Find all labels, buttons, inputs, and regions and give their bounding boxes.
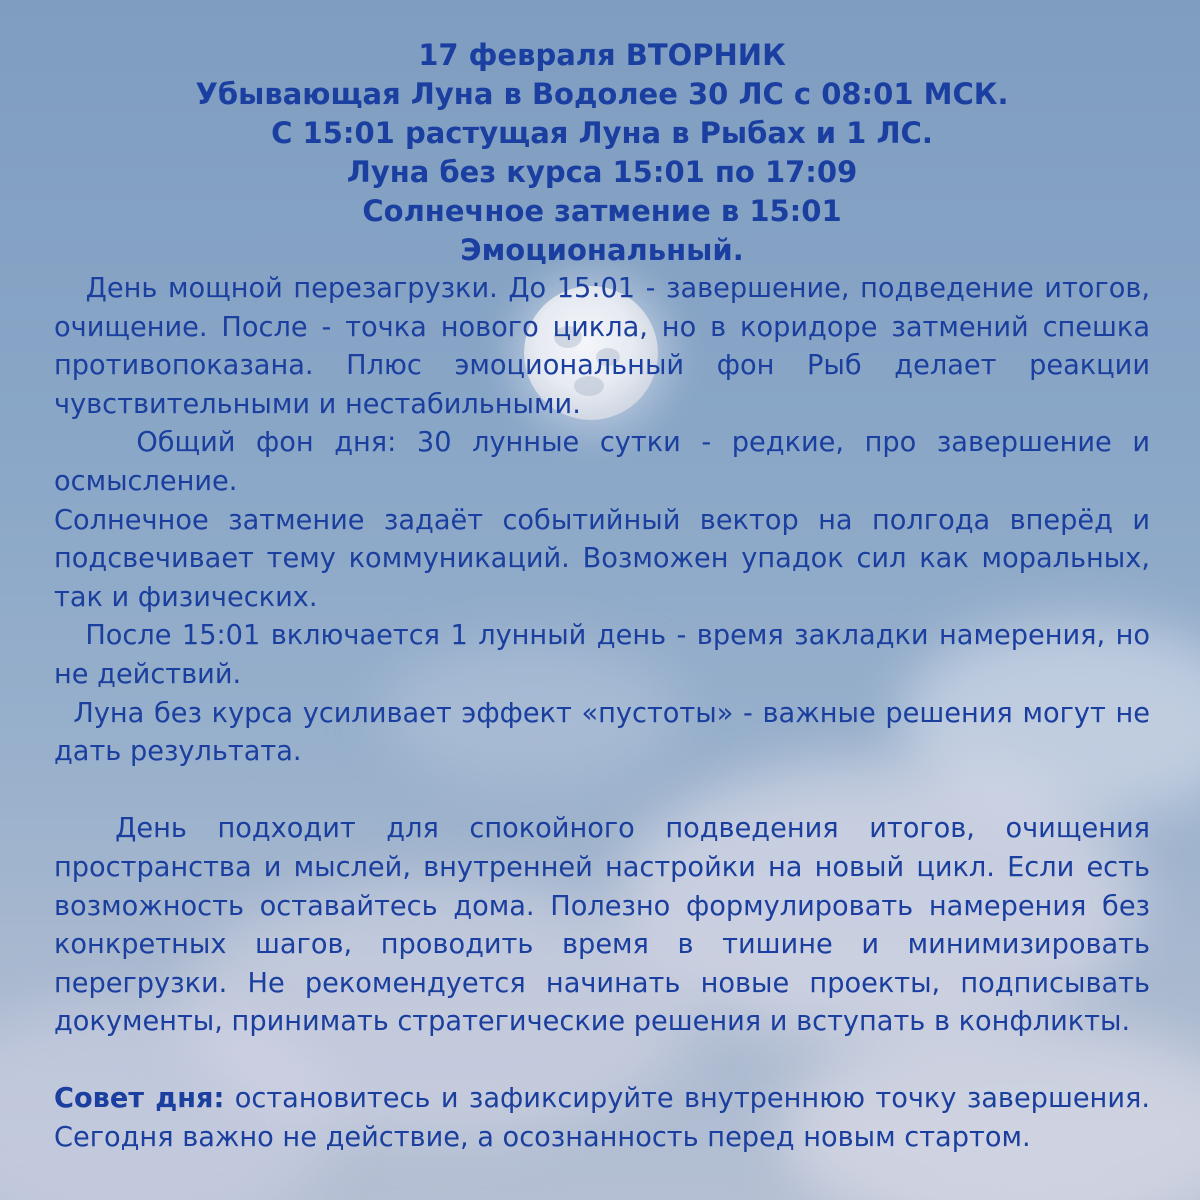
moon-phase-line: Убывающая Луна в Водолее 30 ЛС с 08:01 МСК. <box>195 77 1009 111</box>
moon-growing-line: С 15:01 растущая Луна в Рыбах и 1 ЛС. <box>271 116 933 150</box>
description <box>54 270 1150 1158</box>
advice-text: остановитесь и зафиксируйте внутреннюю точку завершения. Сегодня важно не действие, а осознанность перед новым стартом. <box>54 1083 1150 1154</box>
paragraph: Солнечное затмение задаёт событийный вектор на полгода вперёд и подсвечивает тему коммуникаций. Возможен упадок сил как моральных, так и физических. <box>54 504 1150 613</box>
void-course-line: Луна без курса 15:01 по 17:09 <box>346 155 858 189</box>
advice <box>54 1080 1150 1157</box>
header <box>54 36 1150 270</box>
paragraph: День мощной перезагрузки. До 15:01 - завершение, подведение итогов, очищение. После - точка нового цикла, но в коридоре затмений спешка противопоказана. Плюс эмоциональный фон Рыб делает реакции чувствительными и нестабильными. <box>54 273 1151 420</box>
paragraph: После 15:01 включается 1 лунный день - время закладки намерения, но не действий. <box>54 620 1150 690</box>
paragraph: Общий фон дня: 30 лунные сутки - редкие, про завершение и осмысление. <box>54 427 1150 497</box>
advice-label: Совет дня: <box>54 1083 225 1115</box>
date-title: 17 февраля ВТОРНИК <box>418 38 786 72</box>
day-mood: Эмоциональный. <box>460 233 744 267</box>
main-content <box>54 36 1150 1158</box>
eclipse-line: Солнечное затмение в 15:01 <box>362 194 842 228</box>
paragraph: День подходит для спокойного подведения итогов, очищения пространства и мыслей, внутренней настройки на новый цикл. Если есть возможность оставайтесь дома. Полезно формулировать намерения без конкретных шагов, проводить время в тишине и минимизировать перегрузки. Не рекомендуется начинать новые проекты, подписывать документы, принимать стратегические решения и вступать в конфликты. <box>54 813 1150 1038</box>
paragraph: Луна без курса усиливает эффект «пустоты» - важные решения могут не дать результата. <box>54 697 1150 768</box>
